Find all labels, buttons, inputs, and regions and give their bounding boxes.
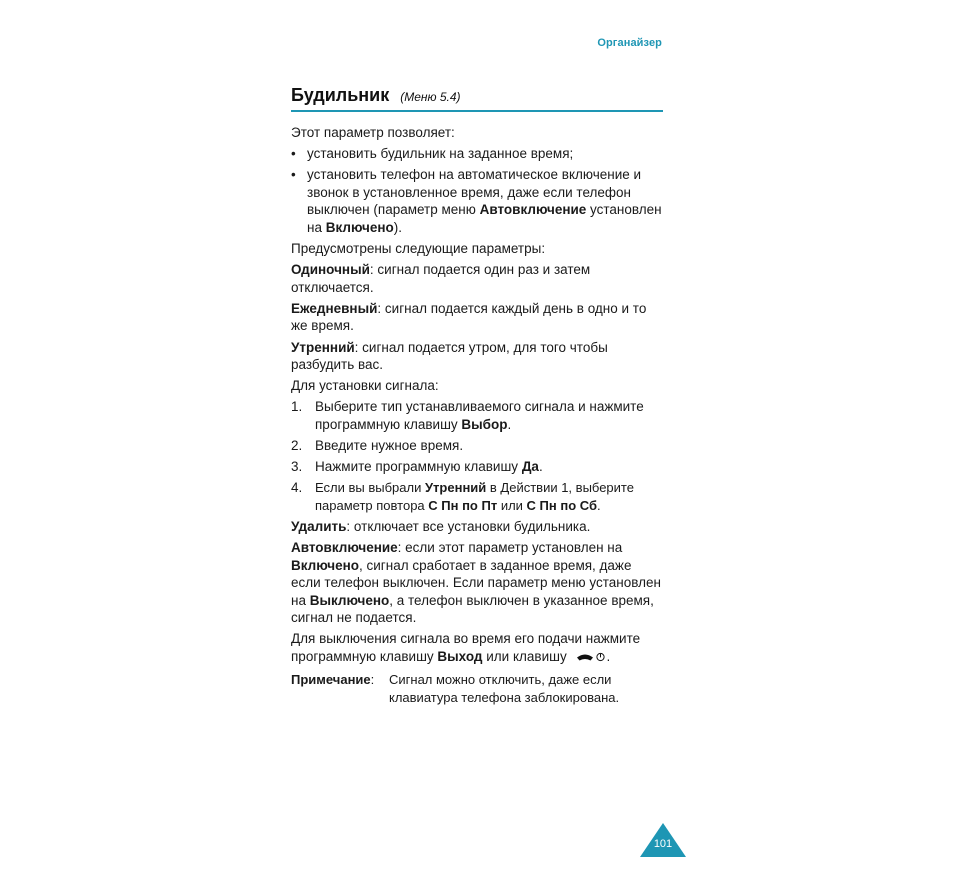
step-number: 1.: [291, 399, 303, 415]
bullet-item: • установить телефон на автоматическое включение и звонок в установленное время, даже если телефон выключен (параметр меню Автовключение установлен на Включено).: [291, 167, 662, 235]
param-morning: Утренний: сигнал подается утром, для того чтобы разбудить вас.: [291, 339, 608, 373]
dismiss-paragraph: Для выключения сигнала во время его подачи нажмите программную клавишу Выход или клавишу .: [291, 630, 663, 667]
note: [291, 671, 663, 706]
page-number-badge: [640, 822, 688, 858]
intro-paragraph: Этот параметр позволяет:: [291, 125, 455, 140]
setup-intro: Для установки сигнала:: [291, 378, 439, 394]
bullet-marker: •: [291, 167, 296, 183]
section-heading: [291, 85, 663, 112]
bullet-item: • установить будильник на заданное время;: [291, 146, 574, 162]
step-number: 4.: [291, 480, 303, 496]
delete-paragraph: Удалить: отключает все установки будильника.: [291, 518, 591, 534]
heading-title: Будильник: [291, 85, 390, 105]
bullet-marker: •: [291, 146, 296, 162]
params-intro: Предусмотрены следующие параметры:: [291, 241, 546, 257]
body-text: [291, 124, 663, 706]
end-call-key-icon: [576, 650, 606, 668]
note-label: Примечание:: [291, 672, 375, 688]
step-item: 3. Нажмите программную клавишу Да.: [291, 459, 543, 475]
step-number: 2.: [291, 438, 303, 453]
section-label: Органайзер: [597, 37, 662, 49]
note-text: Сигнал можно отключить, даже если клавиатура телефона заблокирована.: [389, 672, 620, 705]
heading-menu-ref: (Меню 5.4): [400, 90, 461, 104]
step-item: 2. Введите нужное время.: [291, 438, 464, 453]
step-item: 1. Выберите тип устанавливаемого сигнала и нажмите программную клавишу Выбор.: [291, 399, 644, 432]
step-item: 4. Если вы выбрали Утренний в Действии 1, выберите параметр повтора С Пн по Пт или С Пн по Сб.: [291, 480, 634, 513]
param-daily: Ежедневный: сигнал подается каждый день в одно и то же время.: [291, 300, 647, 334]
page-number: 101: [653, 838, 673, 850]
param-once: Одиночный: сигнал подается один раз и затем отключается.: [291, 262, 591, 295]
page-content: [291, 85, 663, 706]
step-number: 3.: [291, 459, 303, 475]
autopower-paragraph: Автовключение: если этот параметр установлен на Включено, сигнал сработает в заданное время, даже если телефон выключен. Если параметр меню установлен на Выключено, а телефон выключен в указанное время, сигнал не подается.: [291, 539, 661, 626]
